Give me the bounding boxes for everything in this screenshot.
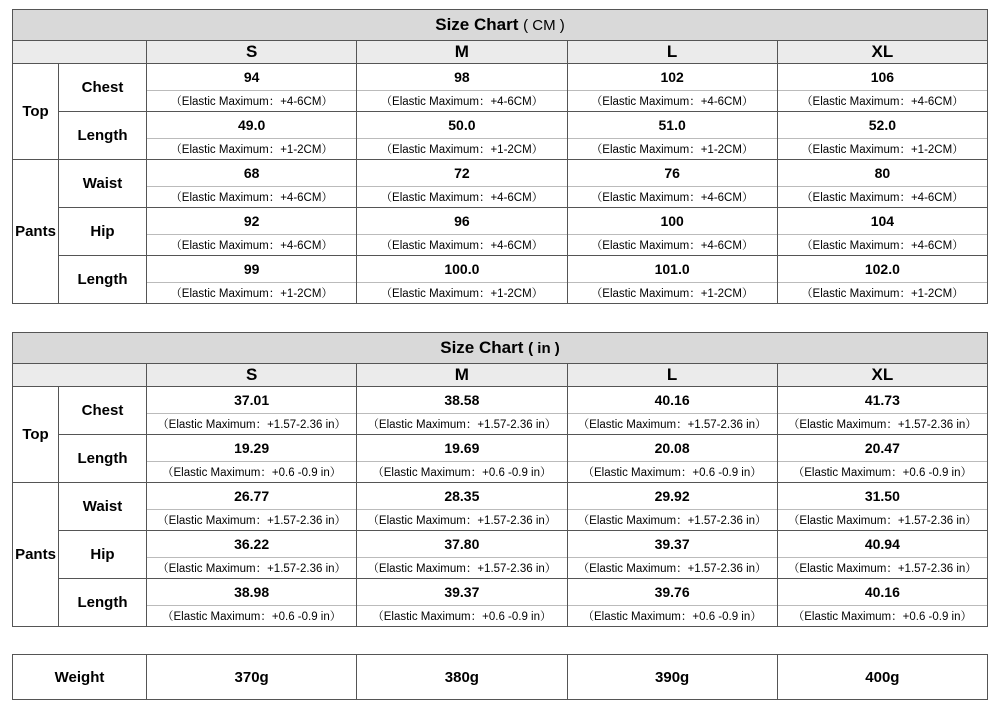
note-cell: （Elastic Maximum：+0.6 -0.9 in） <box>777 606 987 627</box>
measure-label-chest: Chest <box>59 387 147 435</box>
value-cell: 99 <box>147 256 357 283</box>
value-cell: 37.80 <box>357 531 567 558</box>
header-blank-cell <box>13 41 147 64</box>
note-cell: （Elastic Maximum：+0.6 -0.9 in） <box>147 606 357 627</box>
value-cell: 49.0 <box>147 112 357 139</box>
note-cell: （Elastic Maximum：+1.57-2.36 in） <box>147 414 357 435</box>
note-cell: （Elastic Maximum：+4-6CM） <box>567 187 777 208</box>
table-row <box>13 112 988 139</box>
value-cell: 39.76 <box>567 579 777 606</box>
weight-label: Weight <box>13 655 147 700</box>
value-cell: 40.16 <box>777 579 987 606</box>
weight-value-s: 370g <box>147 655 357 700</box>
value-cell: 52.0 <box>777 112 987 139</box>
note-cell: （Elastic Maximum：+0.6 -0.9 in） <box>357 462 567 483</box>
value-cell: 29.92 <box>567 483 777 510</box>
note-cell: （Elastic Maximum：+4-6CM） <box>147 187 357 208</box>
note-cell: （Elastic Maximum：+4-6CM） <box>147 235 357 256</box>
measure-label-length: Length <box>59 256 147 304</box>
value-cell: 38.98 <box>147 579 357 606</box>
note-cell: （Elastic Maximum：+1.57-2.36 in） <box>357 510 567 531</box>
note-cell: （Elastic Maximum：+0.6 -0.9 in） <box>147 462 357 483</box>
value-cell: 19.29 <box>147 435 357 462</box>
size-header-l: L <box>567 364 777 387</box>
value-cell: 50.0 <box>357 112 567 139</box>
value-cell: 19.69 <box>357 435 567 462</box>
note-cell: （Elastic Maximum：+4-6CM） <box>567 91 777 112</box>
table-row <box>13 283 988 304</box>
size-header-xl: XL <box>777 41 987 64</box>
note-cell: （Elastic Maximum：+4-6CM） <box>777 91 987 112</box>
table-row <box>13 160 988 187</box>
table-title: Size Chart ( in ) <box>13 333 988 364</box>
table-row <box>13 91 988 112</box>
weight-value-l: 390g <box>567 655 777 700</box>
note-cell: （Elastic Maximum：+1-2CM） <box>777 139 987 160</box>
table-row <box>13 139 988 160</box>
note-cell: （Elastic Maximum：+4-6CM） <box>777 187 987 208</box>
value-cell: 20.08 <box>567 435 777 462</box>
note-cell: （Elastic Maximum：+1.57-2.36 in） <box>777 558 987 579</box>
value-cell: 101.0 <box>567 256 777 283</box>
value-cell: 38.58 <box>357 387 567 414</box>
size-header-m: M <box>357 364 567 387</box>
value-cell: 31.50 <box>777 483 987 510</box>
size-header-xl: XL <box>777 364 987 387</box>
value-cell: 100.0 <box>357 256 567 283</box>
value-cell: 96 <box>357 208 567 235</box>
value-cell: 104 <box>777 208 987 235</box>
size-chart-cm-table <box>12 9 988 304</box>
table-row <box>13 510 988 531</box>
value-cell: 20.47 <box>777 435 987 462</box>
table-title-row <box>13 10 988 41</box>
table-row <box>13 606 988 627</box>
note-cell: （Elastic Maximum：+1.57-2.36 in） <box>777 510 987 531</box>
note-cell: （Elastic Maximum：+1-2CM） <box>147 139 357 160</box>
value-cell: 106 <box>777 64 987 91</box>
note-cell: （Elastic Maximum：+1-2CM） <box>777 283 987 304</box>
value-cell: 37.01 <box>147 387 357 414</box>
value-cell: 40.16 <box>567 387 777 414</box>
header-blank-cell <box>13 364 147 387</box>
value-cell: 68 <box>147 160 357 187</box>
note-cell: （Elastic Maximum：+4-6CM） <box>777 235 987 256</box>
measure-label-hip: Hip <box>59 531 147 579</box>
value-cell: 28.35 <box>357 483 567 510</box>
measure-label-length: Length <box>59 112 147 160</box>
value-cell: 102 <box>567 64 777 91</box>
note-cell: （Elastic Maximum：+1.57-2.36 in） <box>357 414 567 435</box>
table-title-row <box>13 333 988 364</box>
table-row <box>13 558 988 579</box>
note-cell: （Elastic Maximum：+1.57-2.36 in） <box>567 558 777 579</box>
note-cell: （Elastic Maximum：+1-2CM） <box>567 283 777 304</box>
group-label-top: Top <box>13 387 59 483</box>
value-cell: 36.22 <box>147 531 357 558</box>
value-cell: 72 <box>357 160 567 187</box>
table-row <box>13 483 988 510</box>
note-cell: （Elastic Maximum：+4-6CM） <box>147 91 357 112</box>
measure-label-hip: Hip <box>59 208 147 256</box>
value-cell: 76 <box>567 160 777 187</box>
value-cell: 26.77 <box>147 483 357 510</box>
value-cell: 39.37 <box>357 579 567 606</box>
table-row <box>13 208 988 235</box>
measure-label-length: Length <box>59 435 147 483</box>
size-chart-in-table <box>12 332 988 627</box>
value-cell: 100 <box>567 208 777 235</box>
note-cell: （Elastic Maximum：+1.57-2.36 in） <box>567 510 777 531</box>
value-cell: 40.94 <box>777 531 987 558</box>
size-header-s: S <box>147 41 357 64</box>
table-row <box>13 235 988 256</box>
measure-label-waist: Waist <box>59 483 147 531</box>
note-cell: （Elastic Maximum：+0.6 -0.9 in） <box>567 462 777 483</box>
value-cell: 102.0 <box>777 256 987 283</box>
table-row <box>13 256 988 283</box>
note-cell: （Elastic Maximum：+1-2CM） <box>357 283 567 304</box>
note-cell: （Elastic Maximum：+0.6 -0.9 in） <box>777 462 987 483</box>
value-cell: 80 <box>777 160 987 187</box>
group-label-pants: Pants <box>13 160 59 304</box>
note-cell: （Elastic Maximum：+1-2CM） <box>147 283 357 304</box>
value-cell: 39.37 <box>567 531 777 558</box>
measure-label-length: Length <box>59 579 147 627</box>
value-cell: 92 <box>147 208 357 235</box>
table-row <box>13 414 988 435</box>
note-cell: （Elastic Maximum：+4-6CM） <box>567 235 777 256</box>
value-cell: 41.73 <box>777 387 987 414</box>
value-cell: 51.0 <box>567 112 777 139</box>
size-header-m: M <box>357 41 567 64</box>
note-cell: （Elastic Maximum：+1-2CM） <box>567 139 777 160</box>
value-cell: 94 <box>147 64 357 91</box>
note-cell: （Elastic Maximum：+1-2CM） <box>357 139 567 160</box>
weight-value-xl: 400g <box>777 655 987 700</box>
table-row <box>13 387 988 414</box>
note-cell: （Elastic Maximum：+1.57-2.36 in） <box>357 558 567 579</box>
table-row <box>13 531 988 558</box>
table-title: Size Chart ( CM ) <box>13 10 988 41</box>
size-header-s: S <box>147 364 357 387</box>
value-cell: 98 <box>357 64 567 91</box>
measure-label-chest: Chest <box>59 64 147 112</box>
note-cell: （Elastic Maximum：+4-6CM） <box>357 235 567 256</box>
note-cell: （Elastic Maximum：+1.57-2.36 in） <box>567 414 777 435</box>
weight-table <box>12 654 988 700</box>
table-row <box>13 187 988 208</box>
table-row <box>13 435 988 462</box>
note-cell: （Elastic Maximum：+1.57-2.36 in） <box>777 414 987 435</box>
measure-label-waist: Waist <box>59 160 147 208</box>
size-header-row <box>13 364 988 387</box>
note-cell: （Elastic Maximum：+1.57-2.36 in） <box>147 558 357 579</box>
note-cell: （Elastic Maximum：+4-6CM） <box>357 187 567 208</box>
table-row <box>13 64 988 91</box>
group-label-top: Top <box>13 64 59 160</box>
note-cell: （Elastic Maximum：+1.57-2.36 in） <box>147 510 357 531</box>
group-label-pants: Pants <box>13 483 59 627</box>
weight-row <box>13 655 988 700</box>
note-cell: （Elastic Maximum：+0.6 -0.9 in） <box>567 606 777 627</box>
size-header-l: L <box>567 41 777 64</box>
table-row <box>13 579 988 606</box>
note-cell: （Elastic Maximum：+0.6 -0.9 in） <box>357 606 567 627</box>
weight-value-m: 380g <box>357 655 567 700</box>
note-cell: （Elastic Maximum：+4-6CM） <box>357 91 567 112</box>
size-header-row <box>13 41 988 64</box>
table-row <box>13 462 988 483</box>
